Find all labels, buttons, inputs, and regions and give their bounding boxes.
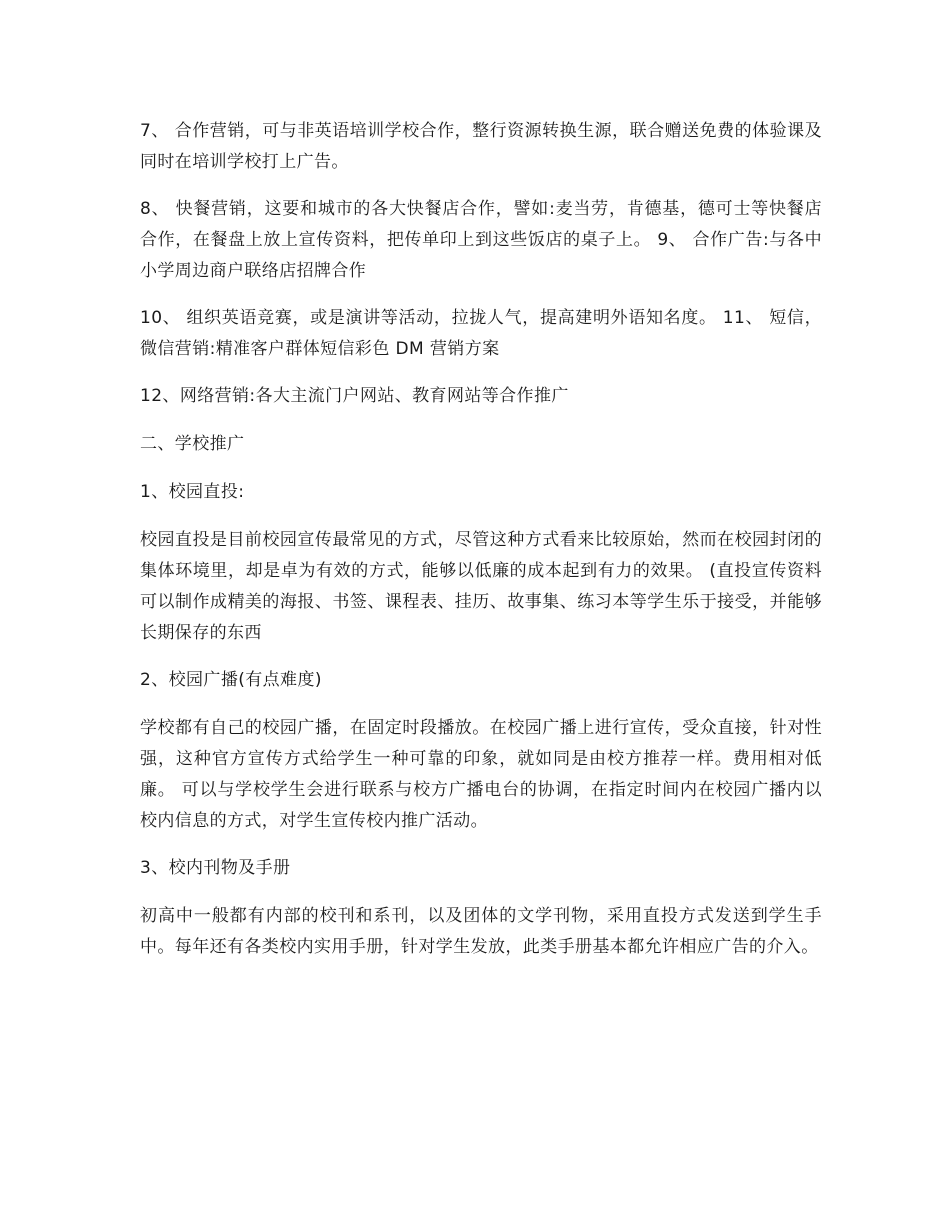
subheading-campus-direct-delivery: 1、校园直投: bbox=[140, 482, 245, 502]
paragraph-item-12: 12、网络营销:各大主流门户网站、教育网站等合作推广 bbox=[140, 386, 569, 406]
paragraph-campus-broadcast: 学校都有自己的校园广播，在固定时段播放。在校园广播上进行宣传，受众直接，针对性强，这种官方宣传方式给学生一种可靠的印象，就如同是由校方推荐一样。费用相对低廉。 可以与学校学生会进行联系与校方广播电台的协调，在指定时间内在校园广播内以校内信息的方式，对学生宣传校内推广活动。 bbox=[140, 718, 822, 831]
paragraph-school-publications: 初高中一般都有内部的校刊和系刊，以及团体的文学刊物，采用直投方式发送到学生手中。每年还有各类校内实用手册，针对学生发放，此类手册基本都允许相应广告的介入。 bbox=[140, 906, 822, 957]
paragraph-item-8-9: 8、 快餐营销，这要和城市的各大快餐店合作，譬如:麦当劳，肯德基，德可士等快餐店合作，在餐盘上放上宣传资料，把传单印上到这些饭店的桌子上。 9、 合作广告:与各中小学周边商户联络店招牌合作 bbox=[140, 199, 822, 281]
section-heading-school-promotion: 二、学校推广 bbox=[140, 434, 245, 454]
subheading-school-publications: 3、校内刊物及手册 bbox=[140, 858, 291, 878]
paragraph-item-7: 7、 合作营销，可与非英语培训学校合作，整行资源转换生源，联合赠送免费的体验课及同时在培训学校打上广告。 bbox=[140, 121, 822, 172]
subheading-campus-broadcast: 2、校园广播(有点难度) bbox=[140, 670, 322, 690]
paragraph-campus-direct-delivery: 校园直投是目前校园宣传最常见的方式，尽管这种方式看来比较原始，然而在校园封闭的集体环境里，却是卓为有效的方式，能够以低廉的成本起到有力的效果。 (直投宣传资料可以制作成精美的海报、书签、课程表、挂历、故事集、练习本等学生乐于接受，并能够长期保存的东西 bbox=[140, 530, 822, 643]
paragraph-item-10-11: 10、 组织英语竞赛，或是演讲等活动，拉拢人气，提高建明外语知名度。 11、 短信，微信营销:精准客户群体短信彩色 DM 营销方案 bbox=[140, 308, 822, 359]
